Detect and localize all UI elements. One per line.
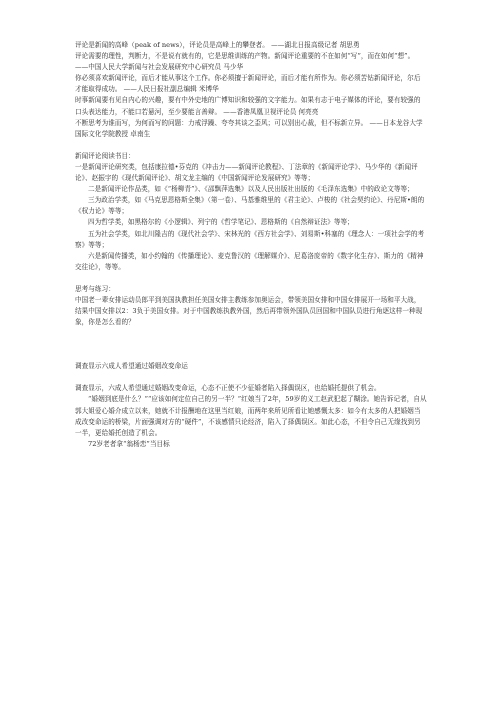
reading-item-communication: 六是新闻传播类，如小约翰的《传播理论》、麦克鲁汉的《理解媒介》、尼葛洛庞帝的《数字化生存》、斯力的《精神交往论》，等等。 [75,251,424,271]
article-subheading: 72岁老者拿“翁杨恋”当目标 [88,439,170,448]
exercise-body: 中国老一辈女排运动员郎平到美国执教担任美国女排主教练参加奥运会，带领美国女排和中国女排展开一场和平大战，结果中国女排以2：3负于美国女排。对于中国教练执教外国，然后再带领外国队员回国和中国队员进行角逐这样一种现象，你是怎么看的？ [75,295,423,327]
reading-item-works: 二是新闻评论作品类，如《“杨柳青”》、《邵飘萍选集》以及人民出版社出版的《毛泽东选集》中的政论文等等； [88,185,414,194]
spacer [75,273,427,284]
quote-2: 评论需要的理性，判断力，不是说有就有的，它是思维训练的产物。新闻评论重要的不在如何“写”，而在如何“想”。 ——中国人民大学新闻与社会发展研究中心研究员 马少华 [75,52,415,72]
exercise-title: 思考与练习： [75,284,115,293]
spacer [75,372,427,383]
reading-list-title: 新闻评论阅读书目： [75,151,135,160]
quote-3: 你必须喜欢新闻评论，而后才能从事这个工作。你必须擅于新闻评论，而后才能有所作为。你必须苦钻新闻评论，尔后才能取得成功。 ——人民日报社副总编辑 米博华 [75,74,421,94]
reading-item-philosophy: 四为哲学类，如黑格尔的《小逻辑》、列宁的《哲学笔记》、恩格斯的《自然辩证法》等等； [88,218,354,227]
quote-4: 时事新闻要有见自内心的兴趣，要有中外史地的广博知识和较强的文字能力。如果有志于电子媒体的评论，要有较强的口头表达能力，不能口若悬河，至少要能言善辩。 ——香港凤凰卫视评论员 何亮亮 [75,96,421,116]
article-title: 调查显示六成人希望通过婚姻改变命运 [75,362,188,371]
document-page [75,40,427,450]
reading-item-research: 一是新闻评论研究类，包括康拉德•芬克的《冲击力——新闻评论教程》、丁法章的《新闻评论学》、马少华的《新闻评论》、赵振宇的《现代新闻评论》、胡文龙主编的《中国新闻评论发展研究》等等； [75,162,418,183]
quote-1: 评论是新闻的高峰（peak of news），评论员是高峰上的攀登者。 ——湖北日报高级记者 胡思勇 [75,41,360,49]
spacer [75,328,427,361]
quote-5: 不断思考为谁而写，为何而写的问题：力戒浮躁、夸夸其谈之歪风；可以别出心裁，但不标新立异。 ——日本龙谷大学国际文化学院教授 卓南生 [75,118,423,138]
article-paragraph-2: “婚姻到底是什么？”“应该如何定位自己的另一半？”红娘当了2年，59岁的义工赵武犯起了糊涂。她告诉记者，自从郭大姐爱心婚介成立以来，她就不计报酬地在这里当红娘，而两年来所见所看让她感慨太多：如今有太多的人把婚姻当成改变命运的桥梁，片面强调对方的“硬件”，不该感情只论经济，陷入了择偶误区。如此心态，不但令自己无缘找到另一半，更给婚托创造了机会。 [75,395,427,437]
reading-item-politics: 三为政治学类，如《马克思恩格斯全集》（第一卷）、马基雅维里的《君主论》、卢梭的《社会契约论》、丹尼斯•朗的《权力论》等等； [75,196,425,216]
reading-item-sociology: 五为社会学类，如北川隆吉的《现代社会学》、宋林光的《西方社会学》、刘易斯•科塞的《理念人：一项社会学的考察》等等； [75,229,425,249]
article-paragraph-1: 调查显示，六成人希望通过婚姻改变命运，心态不正使不少征婚者陷入择偶误区，也给婚托提供了机会。 [75,384,381,393]
spacer [75,140,427,151]
